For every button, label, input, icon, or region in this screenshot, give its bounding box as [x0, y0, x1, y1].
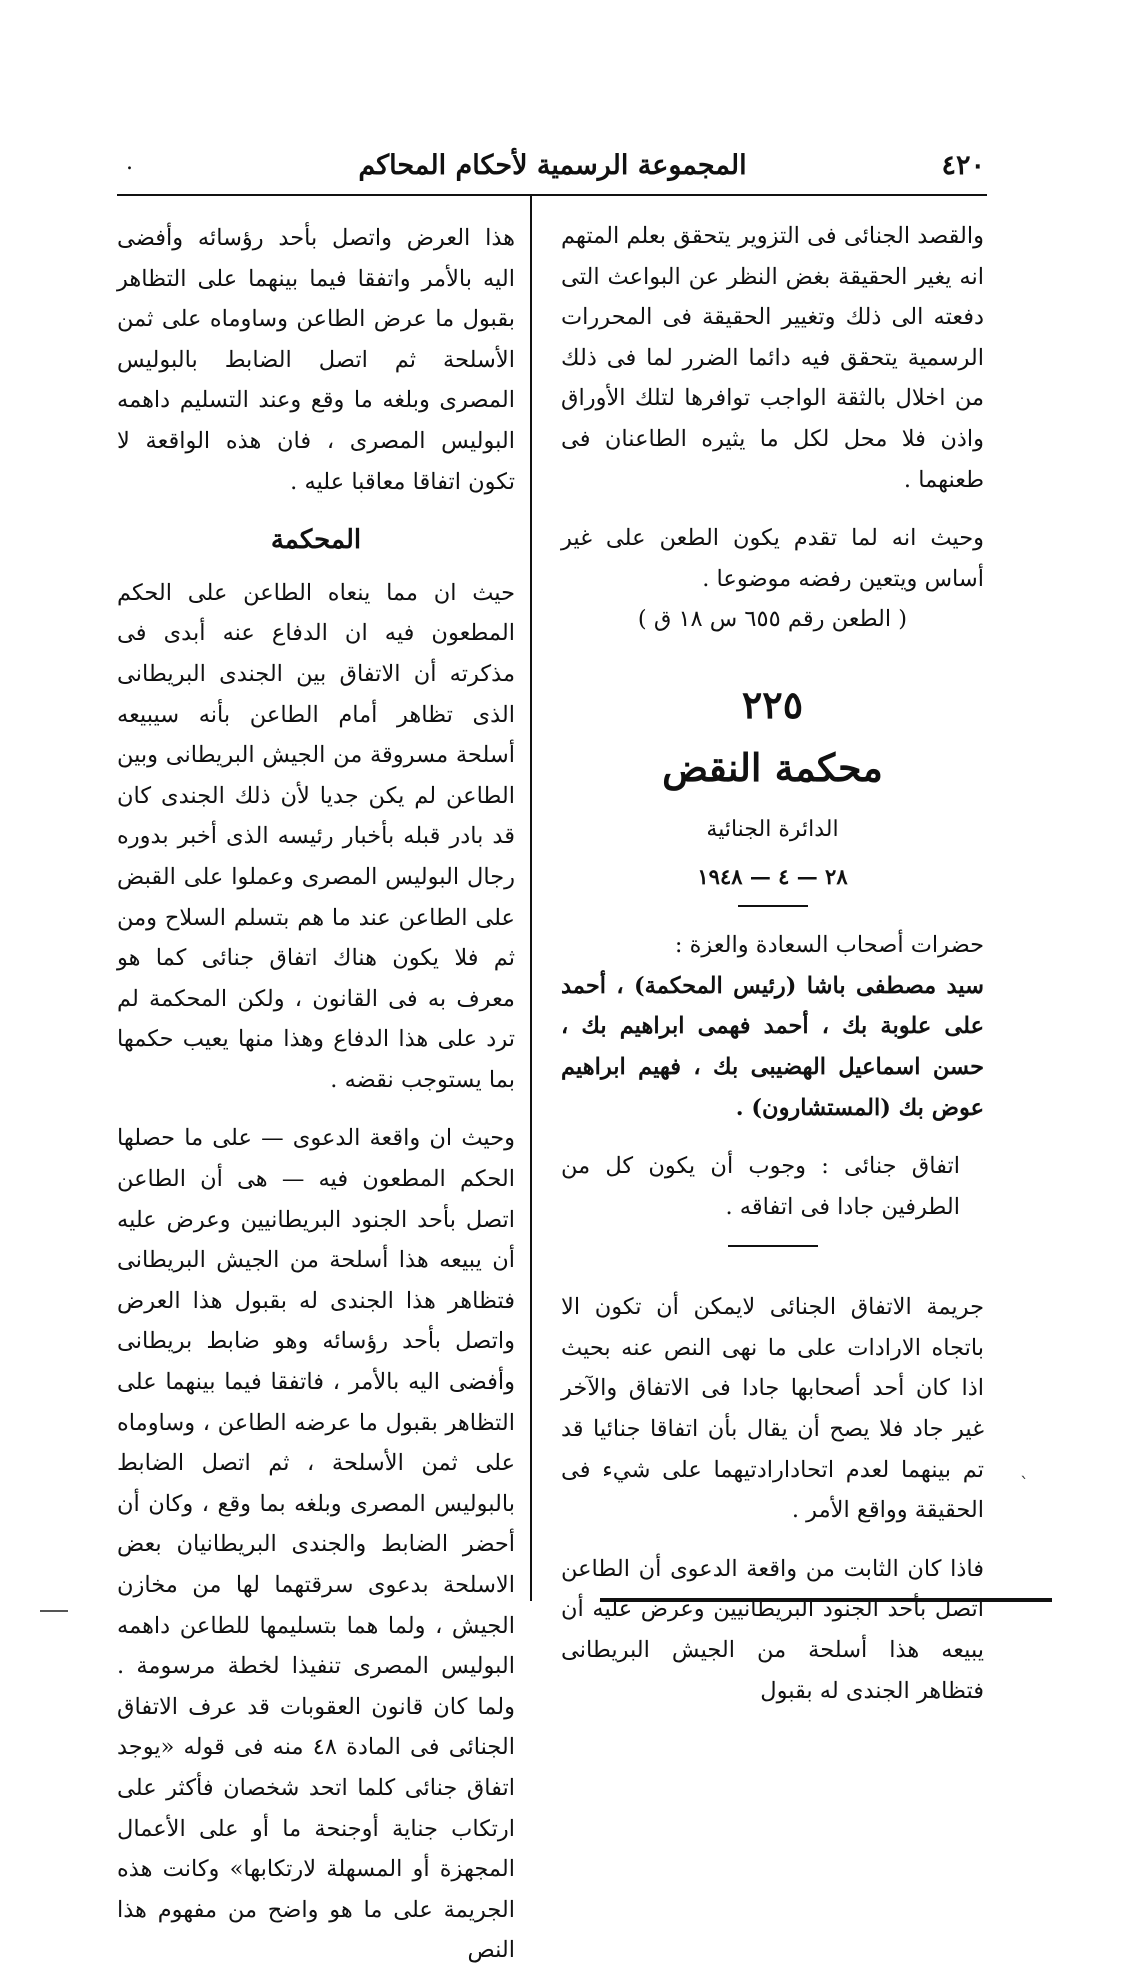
- page-header: [120, 150, 985, 190]
- margin-mark: [40, 1610, 68, 1612]
- court-name: محكمة النقض: [662, 744, 883, 790]
- spacer: [561, 1531, 984, 1549]
- paragraph-case-facts: وحيث ان واقعة الدعوى — على ما حصلها الحكم المطعون فيه — هى أن الطاعن اتصل بأحد الجنود البريطانيين وعرض عليه أن يبيعه هذا أسلحة من الجيش البريطانى فتظاهر هذا الجندى له بقبول هذا العرض واتصل بأحد رؤسائه وهو ضابط بريطانى وأفضى اليه بالأمر ، فاتفقا فيما بينهما على التظاهر بقبول ما عرضه الطاعن ، وساوماه على ثمن الأسلحة ، ثم اتصل الضابط بالبوليس المصرى وبلغه بما وقع ، وكان أن أحضر الضابط والجندى البريطانيان بعض الاسلحة بدعوى سرقتهما لها من مخازن الجيش ، ولما هما بتسليمها للطاعن داهمه البوليس المصرى تنفيذا لخطة مرسومة . ولما كان قانون العقوبات قد عرف الاتفاق الجنائى فى المادة ٤٨ منه فى قوله «يوجد اتفاق جنائى كلما اتحد شخصان فأكثر على ارتكاب جناية أوجنحة ما أو على الأعمال المجهزة أو المسهلة لارتكابها» وكانت هذه الجريمة على ما هو واضح من مفهوم هذا النص: [117, 1125, 515, 1964]
- paragraph-appeal-grounds: حيث ان مما ينعاه الطاعن على الحكم المطعون فيه ان الدفاع عنه أبدى فى مذكرته أن الاتفاق بين الجندى البريطانى الذى تظاهر أمام الطاعن بأنه سيبيعه أسلحة مسروقة من الجيش البريطانى وبين الطاعن لم يكن جديا لأن ذلك الجندى كان قد بادر قبله بأخبار رئيسه الذى أخبر بدوره رجال البوليس المصرى وعملوا على القبض على الطاعن عند ما هم بتسلم السلاح ومن ثم فلا يكون هناك اتفاق جنائى كما هو معرف به فى القانون ، ولكن المحكمة لم ترد على هذا الدفاع وهذا منها يعيب حكمها بما يستوجب نقضه .: [117, 579, 515, 1093]
- legal-principle: جريمة الاتفاق الجنائى لايمكن أن تكون الا باتجاه الارادات على ما نهى النص عنه بحيث اذا كان أحد أصحابها جادا فى الاتفاق والآخر غير جاد فلا يصح أن يقال بأن اتفاقا جنائيا قد تم بينهما لعدم اتحادارادتيهما على شيء فى الحقيقة وواقع الأمر .: [561, 1294, 984, 1524]
- presence-line: حضرات أصحاب السعادة والعزة :: [674, 932, 984, 959]
- paragraph-continuation: هذا العرض واتصل بأحد رؤسائه وأفضى اليه بالأمر واتفقا فيما بينهما على التظاهر بقبول ما عرض الطاعن وساوماه على ثمن الأسلحة ثم اتصل الضابط بالبوليس المصرى وبلغه ما وقع وعند التسليم داهمه البوليس المصرى ، فان هذه الواقعة لا تكون اتفاقا معاقبا عليه .: [117, 225, 515, 495]
- right-column: [561, 216, 984, 1711]
- spacer: [117, 1100, 515, 1118]
- case-number: ٢٢٥: [741, 681, 804, 727]
- spacer: [561, 500, 984, 518]
- running-title: المجموعة الرسمية لأحكام المحاكم: [358, 150, 747, 181]
- ruling-date: ٢٨ — ٤ — ١٩٤٨: [697, 863, 848, 889]
- bottom-rule: [600, 1598, 1052, 1602]
- spacer: [561, 1247, 984, 1287]
- margin-mark: `: [1020, 1474, 1029, 1495]
- left-column: [117, 218, 515, 1971]
- paragraph-rejection: وحيث انه لما تقدم يكون الطعن على غير أساس ويتعين رفضه موضوعا .: [561, 525, 984, 592]
- spacer: [561, 907, 984, 925]
- court-circuit: الدائرة الجنائية: [706, 816, 839, 842]
- case-facts: فاذا كان الثابت من واقعة الدعوى أن الطاعن اتصل بأحد الجنود البريطانيين وعرض عليه أن يبيعه هذا أسلحة من الجيش البريطانى فتظاهر الجندى له بقبول: [561, 1555, 984, 1704]
- page-number: ٤٢٠: [941, 150, 985, 181]
- column-divider: [530, 196, 532, 1601]
- spacer: [561, 1128, 984, 1146]
- court-heading: المحكمة: [270, 525, 362, 556]
- paragraph-criminal-intent: والقصد الجنائى فى التزوير يتحقق بعلم المتهم انه يغير الحقيقة بغض النظر عن البواعث التى دفعته الى ذلك وتغيير الحقيقة فى المحررات الرسمية يتحقق فيه دائما الضرر لما فى ذلك من اخلال بالثقة الواجب توافرها لتلك الأوراق واذن فلا محل لكل ما يثيره الطاعنان فى طعنهما .: [561, 223, 984, 493]
- judges-list: سيد مصطفى باشا (رئيس المحكمة) ، أحمد على علوبة بك ، أحمد فهمى ابراهيم بك ، حسن اسماعيل الهضيبى بك ، فهيم ابراهيم عوض بك (المستشارون) .: [561, 972, 984, 1121]
- header-rule: [117, 194, 987, 196]
- header-dot: .: [126, 150, 133, 175]
- case-citation: ( الطعن رقم ٦٥٥ س ١٨ ق ): [637, 606, 908, 633]
- case-summary: اتفاق جنائى : وجوب أن يكون كل من الطرفين جادا فى اتفاقه .: [561, 1153, 960, 1220]
